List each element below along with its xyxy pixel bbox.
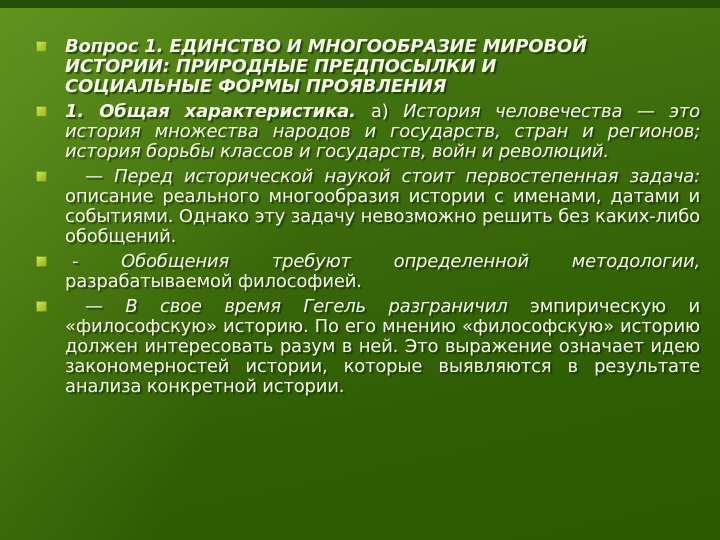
text-segment: 1. Общая характеристика.	[65, 101, 371, 122]
text-segment: — Перед исторической наукой стоит первостепенная задача:	[85, 166, 700, 187]
text-segment: разрабатываемой философией.	[65, 271, 362, 292]
bullet-item	[36, 167, 700, 247]
bullet-text	[65, 102, 700, 162]
bullet-square-icon	[36, 301, 47, 312]
text-segment: — В свое время Гегель разграничил	[85, 296, 531, 317]
bullet-square-icon	[36, 41, 47, 52]
bullet-text	[65, 297, 700, 397]
text-segment: - Обобщения требуют определенной методологии,	[72, 251, 700, 272]
bullet-item	[36, 252, 700, 292]
bullet-square-icon	[36, 256, 47, 267]
title-bullet-item	[36, 37, 700, 97]
bullet-item	[36, 102, 700, 162]
text-segment: описание реального многообразия истории с именами, датами и событиями. Однако эту задачу невозможно решить без каких-либо обобщений.	[65, 186, 700, 247]
slide-title-text	[65, 37, 633, 97]
text-segment: История человечества — это история множества народов и государств, стран и регионов; история борьбы классов и государств, войн и революций.	[65, 101, 700, 162]
bullet-item	[36, 297, 700, 397]
bullet-square-icon	[36, 106, 47, 117]
text-segment: а)	[370, 101, 404, 122]
bullet-text	[65, 252, 700, 292]
slide-body	[36, 37, 700, 402]
text-segment: Вопрос 1. ЕДИНСТВО И МНОГООБРАЗИЕ МИРОВОЙ ИСТОРИИ: ПРИРОДНЫЕ ПРЕДПОСЫЛКИ И СОЦИАЛЬНЫЕ ФОРМЫ ПРОЯВЛЕНИЯ	[65, 36, 587, 97]
text-segment: эмпирическую и «философскую» историю. По его мнению «философскую» историю должен интересовать разум в ней. Это выражение означает идею закономерностей истории, которые выявляются в результате анализа конкретной истории.	[65, 296, 701, 397]
bullet-text	[65, 167, 700, 247]
bullet-square-icon	[36, 171, 47, 182]
